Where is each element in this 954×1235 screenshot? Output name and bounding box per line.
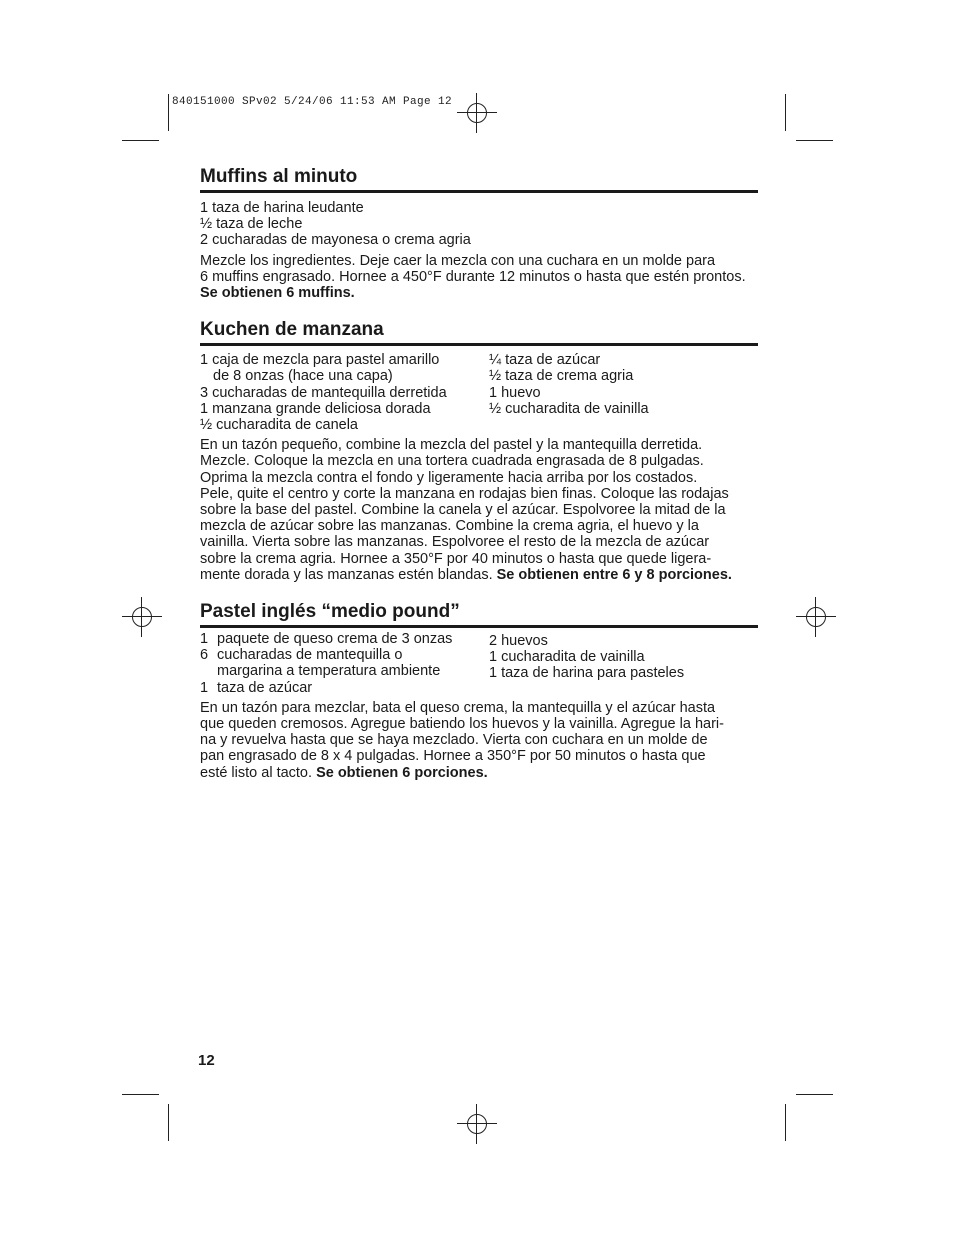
directions — [200, 437, 758, 583]
direction-line: En un tazón para mezclar, bata el queso crema, la mantequilla y el azúcar hasta — [200, 699, 716, 716]
recipe-title: Pastel inglés “medio pound” — [200, 600, 758, 628]
direction-line: que queden cremosos. Agregue batiendo los huevos y la vainilla. Agregue la hari- — [200, 716, 724, 733]
ingredient-columns — [200, 352, 758, 433]
yield: Se obtienen entre 6 y 8 porciones. — [496, 566, 732, 583]
recipe-kuchen — [200, 318, 758, 583]
crop-mark — [122, 140, 159, 141]
direction-line: Mezcle. Coloque la mezcla en una tortera cuadrada engrasada de 8 pulgadas. — [200, 453, 704, 470]
direction-line: sobre la base del pastel. Combine la canela y el azúcar. Espolvoree la mitad de la — [200, 502, 726, 519]
ingredient: 6 cucharadas de mantequilla o — [200, 647, 403, 664]
direction-line: 6 muffins engrasado. Hornee a 450°F durante 12 minutos o hasta que estén prontos. — [200, 268, 746, 285]
yield: Se obtienen 6 porciones. — [316, 764, 488, 781]
ingredient: 2 huevos — [489, 633, 548, 650]
crop-mark — [122, 1094, 159, 1095]
ingredient: 1 cucharadita de vainilla — [489, 649, 645, 666]
crop-mark — [168, 94, 169, 131]
registration-mark-icon — [457, 1104, 497, 1144]
ingredient-column-right — [489, 631, 758, 696]
ingredient: 2 cucharadas de mayonesa o crema agria — [200, 232, 471, 249]
crop-mark — [168, 1104, 169, 1141]
ingredient: ½ taza de leche — [200, 216, 303, 233]
direction-line: sobre la crema agria. Hornee a 350°F por 40 minutos o hasta que quede ligera- — [200, 550, 712, 567]
ingredient: 1 huevo — [489, 384, 541, 401]
ingredient: ½ cucharadita de vainilla — [489, 400, 649, 417]
ingredient-column-left — [200, 352, 489, 433]
page-number: 12 — [198, 1052, 215, 1069]
ingredient-column-right — [489, 352, 758, 433]
ingredient: ½ taza de crema agria — [489, 368, 634, 385]
recipe-pound-cake — [200, 600, 758, 781]
directions — [200, 700, 758, 781]
registration-mark-icon — [457, 93, 497, 133]
recipe-title: Muffins al minuto — [200, 165, 758, 193]
direction-line: pan engrasado de 8 x 4 pulgadas. Hornee a 350°F por 50 minutos o hasta que — [200, 748, 706, 765]
crop-mark — [785, 1104, 786, 1141]
direction-line: vainilla. Vierta sobre las manzanas. Espolvoree el resto de la mezcla de azúcar — [200, 534, 710, 551]
direction-line: En un tazón pequeño, combine la mezcla del pastel y la mantequilla derretida. — [200, 437, 703, 454]
ingredient: margarina a temperatura ambiente — [217, 663, 441, 680]
ingredient: 1 taza de azúcar — [200, 679, 313, 696]
ingredient: 3 cucharadas de mantequilla derretida — [200, 384, 447, 401]
ingredient-column-left — [200, 631, 489, 696]
ingredient-columns — [200, 631, 758, 696]
crop-mark — [796, 140, 833, 141]
ingredient: 1 caja de mezcla para pastel amarillo — [200, 352, 440, 369]
recipe-title: Kuchen de manzana — [200, 318, 758, 346]
direction-line: na y revuelva hasta que se haya mezclado. Vierta con cuchara en un molde de — [200, 732, 708, 749]
direction-line: Mezcle los ingredientes. Deje caer la mezcla con una cuchara en un molde para — [200, 252, 716, 269]
registration-mark-icon — [122, 597, 162, 637]
recipe-content — [200, 165, 758, 798]
direction-line: Pele, quite el centro y corte la manzana en rodajas bien finas. Coloque las rodajas — [200, 485, 729, 502]
ingredient: de 8 onzas (hace una capa) — [213, 368, 393, 385]
recipe-muffins — [200, 165, 758, 301]
ingredient: 1 manzana grande deliciosa dorada — [200, 400, 431, 417]
direction-line: Oprima la mezcla contra el fondo y ligeramente hacia arriba por los costados. — [200, 469, 698, 486]
direction-line: mente dorada y las manzanas estén blandas. — [200, 566, 493, 583]
registration-mark-icon — [796, 597, 836, 637]
direction-line: mezcla de azúcar sobre las manzanas. Combine la crema agria, el huevo y la — [200, 518, 699, 535]
ingredient: ½ cucharadita de canela — [200, 417, 358, 434]
ingredient: 1 taza de harina para pasteles — [489, 665, 685, 682]
printer-slug: 840151000 SPv02 5/24/06 11:53 AM Page 12 — [172, 96, 453, 108]
ingredient: 1 taza de harina leudante — [200, 200, 364, 216]
crop-mark — [785, 94, 786, 131]
ingredient: 1 paquete de queso crema de 3 onzas — [200, 631, 453, 648]
ingredient: ¼ taza de azúcar — [489, 352, 601, 369]
ingredient-list — [200, 200, 758, 249]
yield: Se obtienen 6 muffins. — [200, 285, 355, 302]
direction-line: esté listo al tacto. — [200, 764, 313, 781]
crop-mark — [796, 1094, 833, 1095]
directions — [200, 253, 758, 302]
